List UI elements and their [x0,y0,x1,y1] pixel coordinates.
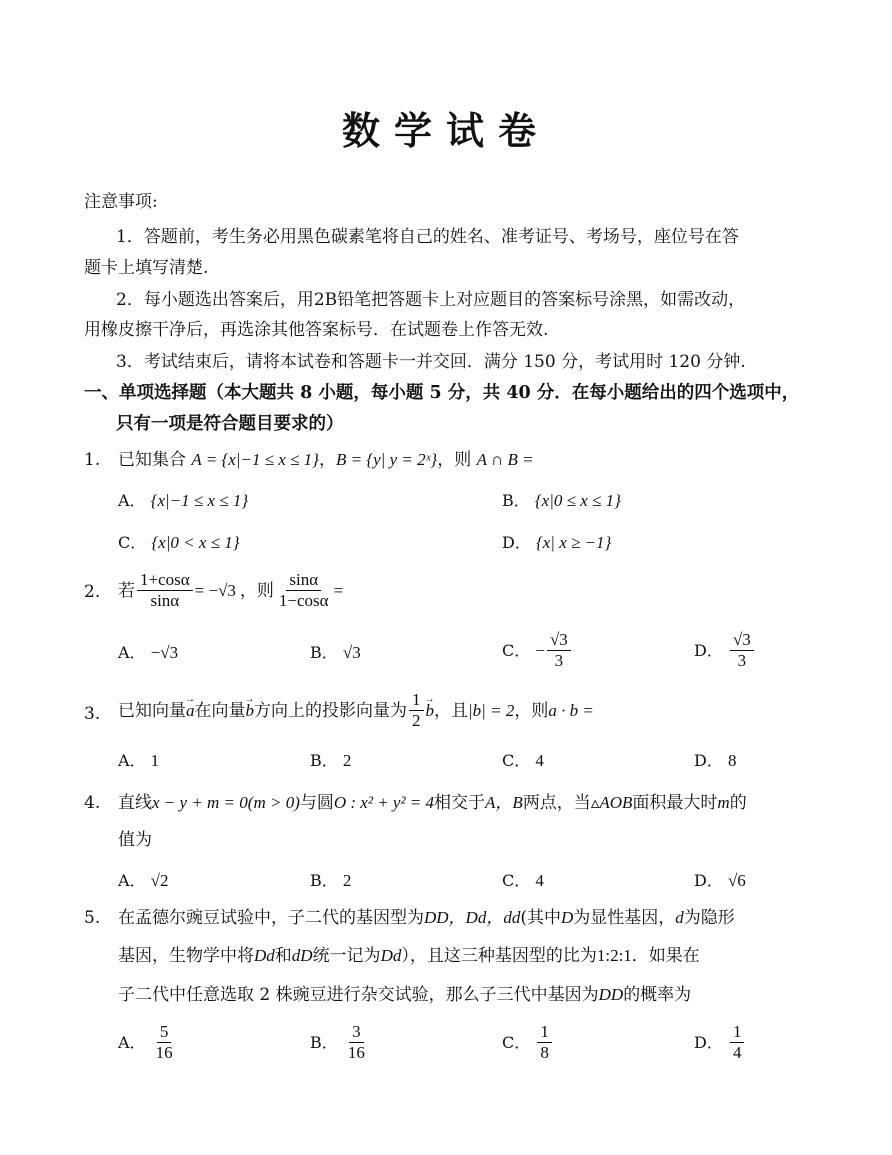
question-5-stem-line-3: 子二代中任意选取 2 株豌豆进行杂交试验，那么子三代中基因为DD的概率为 [118,985,692,1005]
question-1-option-b: B． {x|0 ≤ x ≤ 1} [502,491,621,510]
question-5-option-d: D． $\frac{1}{4}$ [694,1022,746,1063]
question-4-option-b: B． 2 [310,871,352,890]
fraction-1: $\frac{1+\cos\alpha}{\sin\alpha}$ [137,570,193,611]
question-4-stem: 直线x − y + m = 0(m > 0)与圆O : x² + y² = 4相交于A，B两点，当▵AOB面积最大时m的 [118,793,747,813]
question-4-stem-cont: 值为 [118,830,152,850]
question-4-option-a: A． √2 [118,871,169,890]
notice-item-2-cont: 用橡皮擦干净后，再选涂其他答案标号．在试题卷上作答无效. [84,320,549,340]
question-2-option-b: B． √3 [310,643,361,662]
notice-item-2: 2．每小题选出答案后，用2B铅笔把答题卡上对应题目的答案标号涂黑，如需改动， [116,290,746,310]
question-4-option-c: C． 4 [502,871,544,890]
question-2-number: 2. [84,582,101,602]
question-2-option-a: A． −√3 [118,643,179,662]
question-5-stem-line-1: 在孟德尔豌豆试验中，子二代的基因型为DD，Dd，dd(其中D为显性基因，d为隐形 [118,908,735,928]
question-2-option-c: C． − $\frac{√3}{3}$ [502,630,573,671]
notice-item-1-cont: 题卡上填写清楚. [84,258,209,278]
question-5-number: 5. [84,908,101,928]
section-heading: 一、单项选择题（本大题共 8 小题，每小题 5 分，共 40 分．在每小题给出的四个选项中， [84,383,800,403]
question-3-option-a: A． 1 [118,751,160,770]
question-4-number: 4. [84,793,101,813]
question-3-stem: 已知向量 → a 在向量 → b 方向上的投影向量为 $\frac{1}{2}$ → b ，且 |b| = 2 ，则 a · b = [118,690,594,731]
question-5-option-a: A． $\frac{5}{16}$ [118,1022,173,1062]
question-5-option-b: B． $\frac{3}{16}$ [310,1022,365,1062]
question-1-number: 1. [84,450,101,470]
page-title: 数学试卷 [341,108,550,153]
question-3-option-c: C． 4 [502,751,544,770]
question-1-stem: 已知集合 A = {x|−1 ≤ x ≤ 1}，B = {y| y = 2ˣ}，则 A ∩ B = [118,450,534,470]
notice-item-1: 1．答题前，考生务必用黑色碳素笔将自己的姓名、准考证号、考场号，座位号在答 [116,227,739,247]
question-3-number: 3. [84,704,101,724]
section-heading-cont: 只有一项是符合题目要求的） [116,414,344,434]
notice-item-3: 3．考试结束后，请将本试卷和答题卡一并交回．满分 150 分，考试用时 120 分钟. [116,352,746,372]
question-5-stem-line-2: 基因，生物学中将Dd和dD统一记为Dd），且这三种基因型的比为1:2:1．如果在 [118,946,700,966]
question-4-option-d: D． √6 [694,871,746,890]
fraction-2: $\frac{\sin\alpha}{1-\cos\alpha}$ [278,570,329,610]
question-3-option-b: B． 2 [310,751,352,770]
question-1-option-a: A． {x|−1 ≤ x ≤ 1} [118,491,249,510]
notice-heading: 注意事项: [84,192,158,212]
question-2-option-d: D． $\frac{√3}{3}$ [694,630,756,671]
question-3-option-d: D． 8 [694,751,737,770]
question-1-option-d: D． {x| x ≥ −1} [502,533,612,552]
question-1-option-c: C． {x|0 < x ≤ 1} [118,533,240,552]
question-5-option-c: C． $\frac{1}{8}$ [502,1022,554,1063]
question-2-stem: 若 $\frac{1+\cos\alpha}{\sin\alpha}$ = −√3 ，则 $\frac{\sin\alpha}{1-\cos\alpha}$ = [118,570,344,610]
